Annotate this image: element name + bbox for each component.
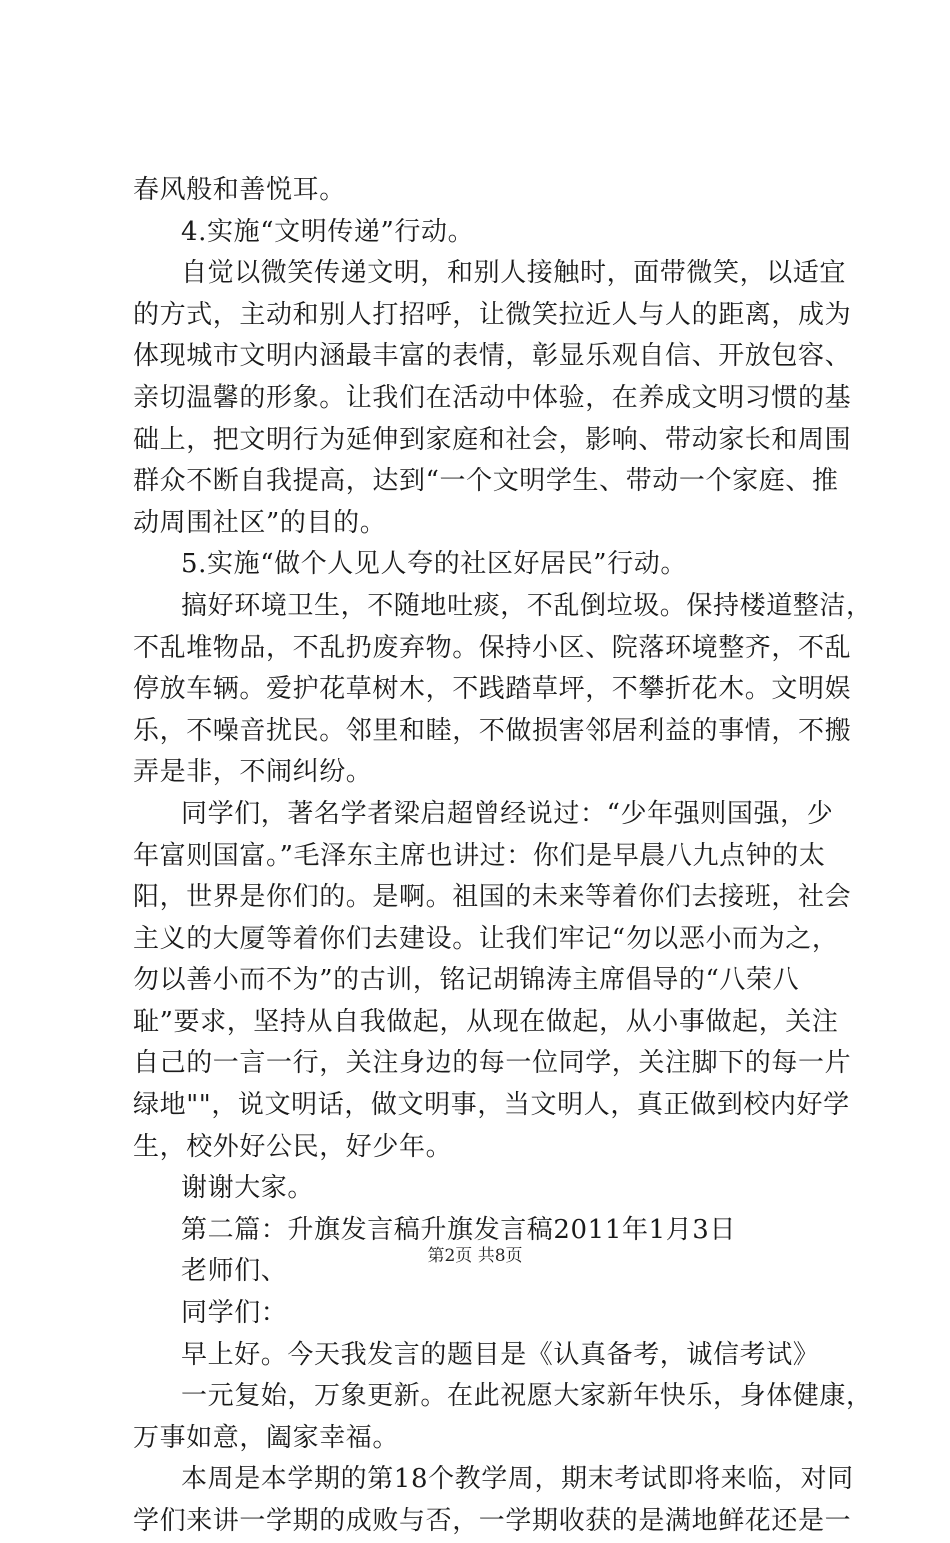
text-line: 第二篇：升旗发言稿升旗发言稿2011年1月3日 bbox=[181, 1214, 737, 1245]
text-line: 学们来讲一学期的成败与否，一学期收获的是满地鲜花还是一 bbox=[133, 1506, 852, 1536]
text-line: 同学们： bbox=[181, 1298, 288, 1329]
text-line: 同学们，著名学者梁启超曾经说过：“少年强则国强，少 bbox=[181, 798, 834, 829]
text-line: 老师们、 bbox=[181, 1256, 288, 1287]
text-line: 本周是本学期的第18个教学周，期末考试即将来临，对同 bbox=[181, 1464, 854, 1495]
text-line: 停放车辆。爱护花草树木，不践踏草坪，不攀折花木。文明娱 bbox=[133, 674, 852, 705]
text-line: 勿以善小而不为”的古训，铭记胡锦涛主席倡导的“八荣八 bbox=[133, 965, 800, 996]
text-line: 自己的一言一行，关注身边的每一位同学，关注脚下的每一片 bbox=[133, 1048, 852, 1079]
text-line: 早上好。今天我发言的题目是《认真备考，诚信考试》 bbox=[181, 1339, 820, 1370]
text-line: 搞好环境卫生，不随地吐痰，不乱倒垃圾。保持楼道整洁， bbox=[181, 590, 873, 621]
text-line: 乐，不噪音扰民。邻里和睦，不做损害邻居利益的事情，不搬 bbox=[133, 715, 852, 746]
text-line: 动周围社区”的目的。 bbox=[133, 507, 387, 538]
text-line: 阳，世界是你们的。是啊。祖国的未来等着你们去接班，社会 bbox=[133, 882, 852, 913]
text-line: 4.实施“文明传递”行动。 bbox=[181, 216, 475, 247]
page-footer: 第2页 共8页 bbox=[427, 1246, 523, 1266]
text-line: 春风般和善悦耳。 bbox=[133, 175, 346, 205]
text-line: 谢谢大家。 bbox=[181, 1173, 315, 1204]
text-line: 5.实施“做个人见人夸的社区好居民”行动。 bbox=[181, 549, 687, 580]
text-line: 的方式，主动和别人打招呼，让微笑拉近人与人的距离，成为 bbox=[133, 299, 852, 330]
text-line: 群众不断自我提高，达到“一个文明学生、带动一个家庭、推 bbox=[133, 466, 839, 497]
text-line: 耻”要求，坚持从自我做起，从现在做起，从小事做起，关注 bbox=[133, 1006, 839, 1037]
text-line: 自觉以微笑传递文明，和别人接触时，面带微笑，以适宜 bbox=[181, 258, 847, 289]
text-line: 弄是非，不闹纠纷。 bbox=[133, 757, 373, 788]
document-body bbox=[133, 170, 873, 1543]
text-line: 万事如意，阖家幸福。 bbox=[133, 1422, 400, 1453]
text-line: 础上，把文明行为延伸到家庭和社会，影响、带动家长和周围 bbox=[133, 424, 852, 455]
text-line: 生，校外好公民，好少年。 bbox=[133, 1131, 453, 1162]
text-line: 亲切温馨的形象。让我们在活动中体验，在养成文明习惯的基 bbox=[133, 382, 852, 413]
text-line: 体现城市文明内涵最丰富的表情，彰显乐观自信、开放包容、 bbox=[133, 341, 852, 372]
text-line: 年富则国富。”毛泽东主席也讲过：你们是早晨八九点钟的太 bbox=[133, 840, 826, 871]
text-line: 主义的大厦等着你们去建设。让我们牢记“勿以恶小而为之， bbox=[133, 923, 839, 954]
text-line: 不乱堆物品，不乱扔废弃物。保持小区、院落环境整齐，不乱 bbox=[133, 632, 852, 663]
text-line: 绿地""，说文明话，做文明事，当文明人，真正做到校内好学 bbox=[133, 1090, 850, 1121]
text-line: 一元复始，万象更新。在此祝愿大家新年快乐，身体健康， bbox=[181, 1381, 873, 1412]
